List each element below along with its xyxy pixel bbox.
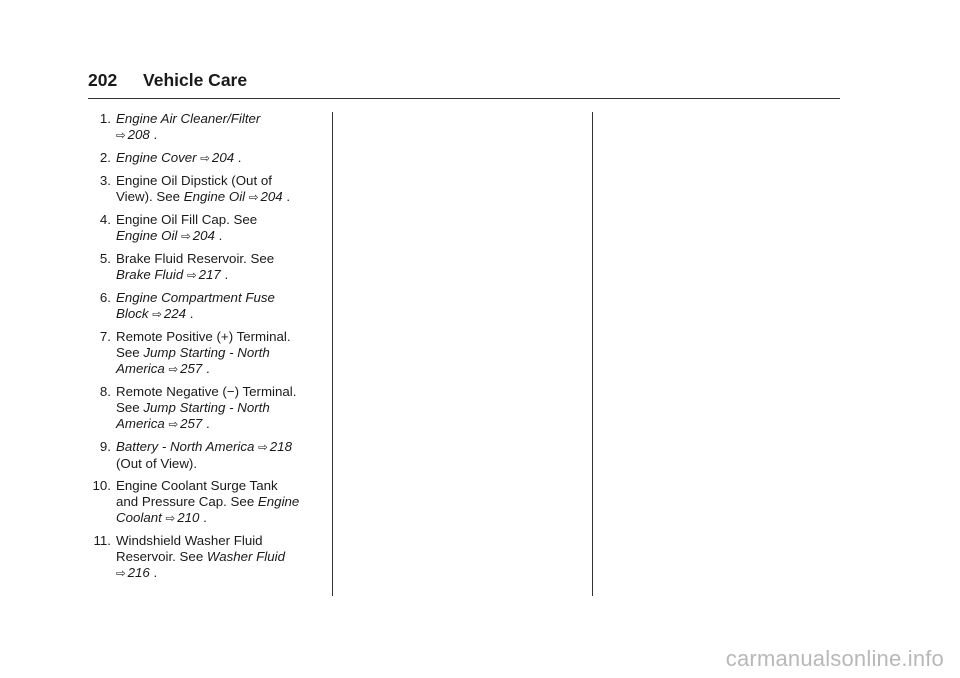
item-text: Remote Negative (−) Terminal.: [116, 384, 297, 399]
item-text: Remote Positive (+) Terminal.: [116, 329, 291, 344]
list-item: [88, 384, 328, 433]
item-text: .: [199, 510, 207, 525]
item-text: Engine Compartment Fuse: [116, 290, 275, 305]
item-text: Jump Starting - North: [143, 345, 270, 360]
page-reference-arrow-icon: ⇨: [116, 130, 126, 142]
list-item: [88, 150, 328, 167]
item-text: America: [116, 361, 165, 376]
item-number: 2.: [99, 150, 111, 165]
item-text: (Out of View).: [116, 456, 198, 471]
item-number: 7.: [99, 329, 111, 344]
item-text: .: [149, 565, 158, 580]
page-reference[interactable]: 257: [180, 416, 203, 431]
item-text: Coolant: [116, 510, 162, 525]
item-text: Battery - North America: [116, 439, 255, 454]
page-reference-arrow-icon: ⇨: [168, 364, 179, 376]
item-text: Engine Oil Dipstick (Out of: [116, 173, 272, 188]
list-item: [88, 173, 328, 206]
item-text: Washer Fluid: [206, 549, 285, 564]
item-text: Engine Cover: [116, 150, 197, 165]
page-reference[interactable]: 217: [198, 267, 221, 282]
page-header: [88, 70, 247, 91]
item-text: [162, 510, 166, 525]
page-reference-arrow-icon: ⇨: [181, 231, 191, 243]
item-number: 11.: [93, 533, 111, 548]
page-reference[interactable]: 218: [269, 439, 292, 454]
page-reference[interactable]: 204: [192, 228, 215, 243]
page-reference-arrow-icon: ⇨: [200, 153, 210, 165]
column-divider-left: [332, 112, 333, 596]
page-reference[interactable]: 257: [180, 361, 203, 376]
item-number: 1.: [99, 111, 111, 126]
item-text: .: [214, 228, 223, 243]
item-number: 6.: [99, 290, 111, 305]
list-item: [88, 111, 328, 144]
item-number: 9.: [99, 439, 111, 454]
column-divider-right: [592, 112, 593, 596]
list-item: [88, 212, 328, 245]
page-reference-arrow-icon: ⇨: [186, 270, 197, 282]
item-text: .: [202, 416, 210, 431]
page-reference-arrow-icon: ⇨: [116, 568, 126, 580]
item-text: Block: [116, 306, 149, 321]
page-reference[interactable]: 208: [127, 127, 150, 142]
page-reference-arrow-icon: ⇨: [258, 442, 268, 454]
item-text: Engine Oil: [116, 228, 178, 243]
page-reference-arrow-icon: ⇨: [248, 192, 259, 204]
item-text: Jump Starting - North: [143, 400, 270, 415]
item-text: See: [116, 345, 144, 360]
page-number: 202: [88, 70, 118, 90]
item-text: .: [186, 306, 194, 321]
page-reference-arrow-icon: ⇨: [152, 309, 162, 321]
item-text: America: [116, 416, 165, 431]
item-text: Engine Oil: [183, 189, 246, 204]
item-text: Engine Coolant Surge Tank: [116, 478, 278, 493]
item-text: View). See: [116, 189, 184, 204]
item-number: 4.: [99, 212, 111, 227]
item-text: Brake Fluid Reservoir. See: [116, 251, 275, 266]
item-text: .: [282, 189, 291, 204]
page-reference[interactable]: 224: [163, 306, 187, 321]
item-text: .: [149, 127, 158, 142]
header-rule: [88, 98, 840, 99]
page-reference-arrow-icon: ⇨: [165, 513, 176, 525]
item-text: Engine Air Cleaner/Filter: [116, 111, 261, 126]
list-item: [88, 478, 328, 527]
section-title: Vehicle Care: [143, 70, 248, 90]
item-number: 3.: [99, 173, 111, 188]
list-item: [88, 439, 328, 472]
item-text: Engine Oil Fill Cap. See: [116, 212, 258, 227]
item-number: 10.: [92, 478, 111, 493]
page-reference[interactable]: 204: [260, 189, 283, 204]
list-item: [88, 290, 328, 323]
page-reference[interactable]: 204: [211, 150, 235, 165]
item-text: .: [234, 150, 242, 165]
item-number: 5.: [99, 251, 111, 266]
list-item: [88, 329, 328, 378]
engine-compartment-legend-list: [88, 111, 328, 588]
item-text: Reservoir. See: [116, 549, 207, 564]
item-text: .: [220, 267, 229, 282]
watermark: carmanualsonline.info: [725, 646, 944, 671]
item-text: Engine: [257, 494, 300, 509]
item-text: Brake Fluid: [116, 267, 184, 282]
item-text: Windshield Washer Fluid: [116, 533, 263, 548]
item-text: and Pressure Cap. See: [116, 494, 258, 509]
page-reference-arrow-icon: ⇨: [168, 419, 179, 431]
page-reference[interactable]: 210: [177, 510, 200, 525]
item-text: See: [116, 400, 144, 415]
page-reference[interactable]: 216: [127, 565, 150, 580]
item-number: 8.: [99, 384, 111, 399]
list-item: [88, 533, 328, 582]
item-text: .: [202, 361, 210, 376]
list-item: [88, 251, 328, 284]
